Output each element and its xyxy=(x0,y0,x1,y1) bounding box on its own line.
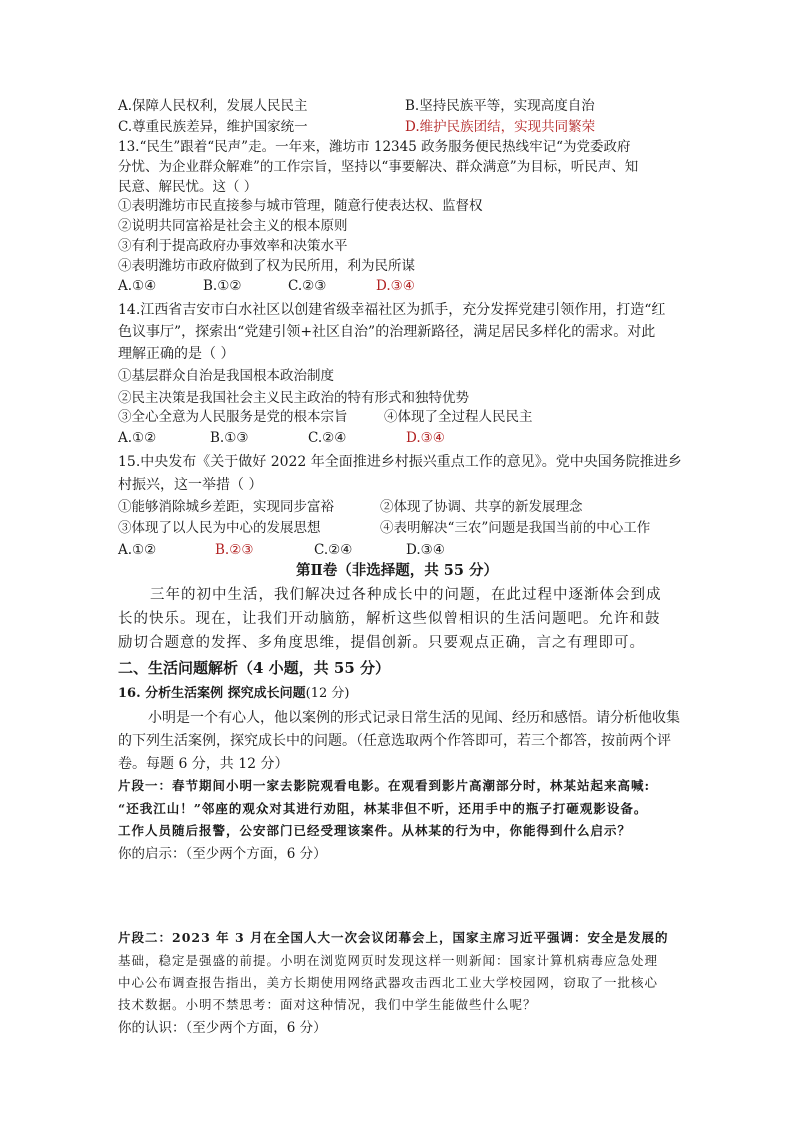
q15-statement: ③体现了以人民为中心的发展思想 xyxy=(118,520,321,536)
q13-statement: ①表明潍坊市民直接参与城市管理，随意行使表达权、监督权 xyxy=(118,198,483,214)
q14-stem-line: 色议事厅”，探索出“党建引领+社区自治”的治理新路径，满足居民多样化的需求。对此 xyxy=(118,324,656,340)
q13-stem-line: 分忧、为企业群众解难”的工作宗旨，坚持以“事要解决、群众满意”为目标，听民声、知 xyxy=(118,159,639,175)
q13-stem-line: 民意、解民忧。这（ ） xyxy=(118,179,258,195)
segment1-line: 工作人员随后报警，公安部门已经受理该案件。从林某的行为中，你能得到什么启示？ xyxy=(118,823,632,838)
q13-stem-line: 13.“民生”跟着“民声”走。一年来，潍坊市 12345 政务服务便民热线牢记“为党委政府 xyxy=(118,139,631,155)
q16-intro-line: 小明是一个有心人，他以案例的形式记录日常生活的见闻、经历和感悟。请分析他收集 xyxy=(148,710,680,726)
q14-option-c: C.②④ xyxy=(308,430,347,446)
q13-statement: ③有利于提高政府办事效率和决策水平 xyxy=(118,238,348,254)
q15-statement: ②体现了协调、共享的新发展理念 xyxy=(380,499,583,515)
section-heading: 二、生活问题解析（4 小题，共 55 分） xyxy=(118,659,390,677)
segment1-line: “还我江山！”邻座的观众对其进行劝阻，林某非但不听，还用手中的瓶子打砸观影设备。 xyxy=(118,801,648,816)
q13-option-d: D.③④ xyxy=(376,278,415,294)
segment1-line: 片段一：春节期间小明一家去影院观看电影。在观看到影片高潮部分时，林某站起来高喊: xyxy=(118,778,651,793)
q14-option-a: A.①② xyxy=(118,430,157,446)
q13-statement: ②说明共同富裕是社会主义的根本原则 xyxy=(118,218,348,234)
q12-option-d: D.维护民族团结，实现共同繁荣 xyxy=(405,119,596,135)
q14-statement: ①基层群众自治是我国根本政治制度 xyxy=(118,368,334,384)
q15-option-a: A.①② xyxy=(118,542,157,558)
segment1-answer-prompt: 你的启示：（至少两个方面，6 分） xyxy=(118,846,327,862)
part2-intro-line: 三年的初中生活，我们解决过各种成长中的问题，在此过程中逐渐体会到成 xyxy=(150,587,662,603)
q14-option-d: D.③④ xyxy=(406,430,445,446)
q15-stem-line: 村振兴，这一举措（ ） xyxy=(118,477,263,493)
part2-intro-line: 长的快乐。现在，让我们开动脑筋，解析这些似曾相识的生活问题吧。允许和鼓 xyxy=(118,611,661,627)
segment2-line: 片段二：2023 年 3 月在全国人大一次会议闭幕会上，国家主席习近平强调：安全是发展的 xyxy=(118,930,669,945)
q16-intro-line: 卷。每题 6 分，共 12 分） xyxy=(118,756,289,772)
q15-stem-line: 15.中央发布《关于做好 2022 年全面推进乡村振兴重点工作的意见》。党中央国务院推进乡 xyxy=(118,454,682,470)
q13-option-c: C.②③ xyxy=(288,278,327,294)
q15-option-d: D.③④ xyxy=(406,542,445,558)
segment2-line: 基础，稳定是强盛的前提。小明在浏览网页时发现这样一则新闻：国家计算机病毒应急处理 xyxy=(118,953,659,968)
q12-option-b: B.坚持民族平等，实现高度自治 xyxy=(405,98,595,114)
q16-heading-title: 16. 分析生活案例 探究成长问题 xyxy=(118,686,306,701)
part2-intro-line: 励切合题意的发挥、多角度思维，提倡创新。只要观点正确，言之有理即可。 xyxy=(118,635,645,651)
q16-heading xyxy=(118,684,350,704)
q12-option-a: A.保障人民权利，发展人民民主 xyxy=(118,98,308,114)
part2-title: 第Ⅱ卷（非选择题，共 55 分） xyxy=(296,562,498,579)
q14-stem-line: 理解正确的是（ ） xyxy=(118,346,235,362)
q14-statement: ④体现了全过程人民民主 xyxy=(384,409,533,425)
q16-heading-score: (12 分) xyxy=(305,686,350,701)
q13-option-a: A.①④ xyxy=(118,278,157,294)
q15-statement: ④表明解决“三农”问题是我国当前的中心工作 xyxy=(380,520,651,536)
q14-option-b: B.①③ xyxy=(210,430,249,446)
q15-option-c: C.②④ xyxy=(314,542,353,558)
q14-statement: ③全心全意为人民服务是党的根本宗旨 xyxy=(118,409,348,425)
q14-stem-line: 14.江西省吉安市白水社区以创建省级幸福社区为抓手，充分发挥党建引领作用，打造“红 xyxy=(118,302,666,318)
segment2-answer-prompt: 你的认识：（至少两个方面，6 分） xyxy=(118,1020,327,1036)
q13-statement: ④表明潍坊市政府做到了权为民所用，利为民所谋 xyxy=(118,258,415,274)
segment2-line: 技术数据。小明不禁思考：面对这种情况，我们中学生能做些什么呢？ xyxy=(118,997,537,1012)
q12-option-c: C.尊重民族差异，维护国家统一 xyxy=(118,119,308,135)
q15-statement: ①能够消除城乡差距，实现同步富裕 xyxy=(118,499,334,515)
q14-statement: ②民主决策是我国社会主义民主政治的特有形式和独特优势 xyxy=(118,390,469,406)
segment2-line: 中心公布调查报告指出，美方长期使用网络武器攻击西北工业大学校园网，窃取了一批核心 xyxy=(118,975,659,990)
q16-intro-line: 的下列生活案例，探究成长中的问题。（任意选取两个作答即可，若三个都答，按前两个评 xyxy=(118,733,671,749)
q13-option-b: B.①② xyxy=(203,278,242,294)
q15-option-b: B.②③ xyxy=(215,542,254,558)
